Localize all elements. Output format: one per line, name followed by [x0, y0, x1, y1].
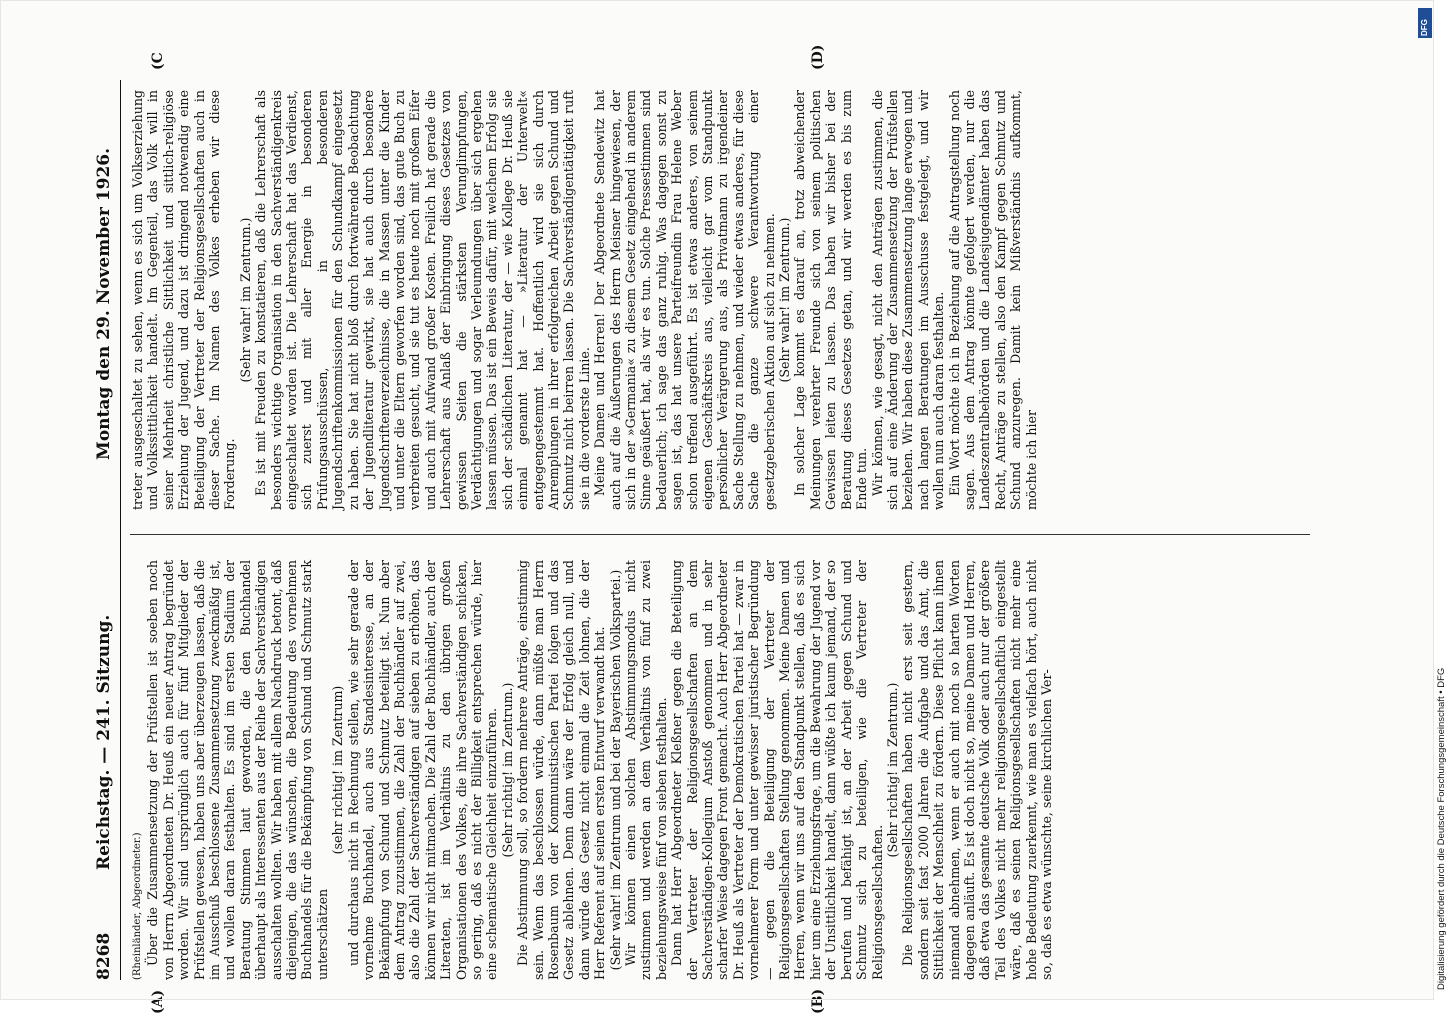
margin-marker-d: (D) — [810, 44, 826, 70]
paragraph: Über die Zusammensetzung der Prüfstellen ist soeben noch von Herrn Abgeordneten Dr. Heuß ein neuer Antrag begründet worden. Wir sind ursprünglich auch für fünf Mitglieder der Prüfstellen gewesen, haben uns aber überzeugen lassen, daß die im Ausschuß beschlossene Zusammensetzung zweckmäßig ist, und wollen daran festhalten. Es sind im ersten Stadium der Beratung Stimmen laut geworden, die den Buchhandel überhaupt als Interessenten aus der Reihe der Sachverständigen ausschalten wollten. Wir haben mit allem Nachdruck betont, daß diejenigen, die das wünschen, die Bedeutung des vornehmen Buchhandels für die Bekämpfung von Schund und Schmutz stark unterschätzen — [145, 560, 330, 980]
paragraph: Wir können, wie gesagt, nicht den Anträgen zustimmen, die sich auf eine Änderung der Zusammensetzung der Prüfstellen beziehen. Wir haben diese Zusammensetzung lange erwogen und nach langen Beratungen im Ausschusse festgelegt, und wir wollen nun auch daran festhalten. — [869, 90, 947, 510]
session-title: Reichstag. — 241. Sitzung. — [94, 614, 114, 870]
margin-marker-a: (A) — [150, 989, 166, 1014]
page-header — [90, 80, 120, 980]
paragraph: Dann hat Herr Abgeordneter Kleßner gegen die Beteiligung der Vertreter der Religionsgesellschaften an dem Sachverständigen-Kollegium Anstoß genommen und in sehr scharfer Weise dagegen Front gemacht. Auch Herr Abgeordneter Dr. Heuß als Vertreter der Demokratischen Partei hat — zwar in vornehmerer Form und unter gewisser juristischer Begründung — gegen die Beteiligung der Vertreter der Religionsgesellschaften Stellung genommen. Meine Damen und Herren, wenn wir uns auf den Standpunkt stellen, daß es sich hier um eine Erziehungsfrage, um die Bewahrung der Jugend vor der Unsittlichkeit handelt, dann wüßte ich kaum jemand, der so berufen und befähigt ist, an der Arbeit gegen Schund und Schmutz sich zu beteiligen, wie die Vertreter der Religionsgesellschaften. — [669, 560, 885, 980]
interjection: (sehr richtig! im Zentrum) — [330, 685, 346, 855]
interjection: (Sehr richtig! im Zentrum.) — [499, 682, 515, 858]
column-left — [130, 560, 1054, 980]
page-number: 8268 — [94, 932, 114, 980]
paragraph: Meine Damen und Herren! Der Abgeordnete Sendewitz hat auch auf die Äußerungen des Herrn Meisner hingewiesen, der sich in der »Germania« zu diesem Gesetz eingehend in anderem Sinne geäußert hat, als wir es tun. Solche Pressestimmen sind bedauerlich; ich sage das ganz ruhig. Was dagegen sonst zu sagen ist, das hat unsere Parteifreundin Frau Helene Weber schon treffend ausgeführt. Es ist etwas anderes, von seinem eigenen Geschäftskreis aus, vielleicht gar vom Standpunkt persönlicher Verärgerung aus, als Privatmann zu irgendeiner Sache Stellung zu nehmen, und wieder etwas anderes, für diese Sache die ganze schwere Verantwortung einer gesetzgeberischen Aktion auf sich zu nehmen. — [592, 90, 777, 510]
speaker-label: (Rheinländer, Abgeordneter.) — [132, 832, 143, 980]
margin-marker-b: (B) — [810, 988, 826, 1014]
paragraph: Es ist mit Freuden zu konstatieren, daß die Lehrerschaft als besonders wichtige Organisation in den Sachverständigenkreis eingeschaltet worden ist. Die Lehrerschaft hat das Verdienst, sich zuerst und mit aller Energie in besonderen Prüfungsausschüssen, in besonderen Jugendschriftenkommissionen für den Schundkampf eingesetzt zu haben. Sie hat nicht bloß durch fortwährende Beobachtung der Jugendliteratur gewirkt, sie hat auch durch besondere Jugendschriftenverzeichnisse, die in Massen unter die Kinder und unter die Eltern geworfen worden sind, das gute Buch zu verbreiten gesucht, und sie tut es heute noch mit großem Eifer und auch mit Aufwand großer Kosten. Freilich hat gerade die Lehrerschaft aus Anlaß der Einbringung dieses Gesetzes von gewissen Seiten die stärksten Verunglimpfungen, Verdächtigungen und sogar Verleumdungen über sich ergehen lassen müssen. Das ist ein Beweis dafür, mit welchem Erfolg sie sich der schädlichen Literatur, der — wie Kollege Dr. Heuß sie einmal genannt hat — »Literatur der Unterwelt« entgegengestemmt hat. Hoffentlich wird sie sich durch Anremplungen in ihrer erfolgreichen Arbeit gegen Schund und Schmutz nicht beirren lassen. Die Sachverständigentätigkeit ruft sie in die vorderste Linie. — [253, 90, 592, 510]
header-rule — [120, 80, 121, 980]
interjection: (Sehr wahr! im Zentrum.) — [237, 217, 253, 383]
interjection: (Sehr wahr! im Zentrum.) — [777, 217, 793, 383]
dfg-logo: DFG — [1418, 8, 1432, 38]
session-date: Montag den 29. November 1926. — [94, 147, 114, 460]
interjection: (Sehr wahr! im Zentrum und bei der Bayerischen Volkspartei.) — [607, 569, 623, 971]
paragraph: Wir können einen solchen Abstimmungsmodus nicht zustimmen und werden an dem Verhältnis von fünf zu zwei beziehungsweise fünf von sieben festhalten. — [623, 560, 669, 980]
interjection: (Sehr richtig! im Zentrum.) — [884, 682, 900, 858]
paragraph: und durchaus nicht in Rechnung stellen, wie sehr gerade der vornehme Buchhandel, auch aus Standesinteresse, an der Bekämpfung von Schund und Schmutz beteiligt ist. Nun aber dem Antrag zuzustimmen, die Zahl der Buchhändler auf zwei, also die Zahl der Sachverständigen auf sieben zu erhöhen, das können wir nicht mitmachen. Die Zahl der Buchhändler, auch der Literaten, ist im Verhältnis zu den übrigen großen Organisationen des Volkes, die ihre Sachverständigen schicken, so gering, daß es nicht der Billigkeit entsprechen würde, hier eine schematische Gleichheit einzuführen. — [345, 560, 500, 980]
column-divider — [130, 534, 1310, 535]
rotated-page-content — [90, 44, 1320, 1014]
paragraph: treter ausgeschaltet zu sehen, wenn es sich um Volkserziehung und Volkssittlichkeit handelt. Im Gegenteil, das Volk will in seiner Mehrheit christliche Sittlichkeit und sittlich-religiöse Erziehung der Jugend, und dazu ist dringend notwendig eine Beteiligung der Vertreter der Religionsgesellschaften auch in dieser Sache. Im Namen des Volkes erheben wir diese Forderung. — [130, 90, 238, 510]
margin-marker-c: (C — [150, 52, 166, 70]
paragraph: Ein Wort möchte ich in Beziehung auf die Antragstellung noch sagen. Aus dem Antrag könnte gefolgert werden, nur die Landeszentralbehörden und die Landesjugendämter haben das Recht, Anträge zu stellen, also den Kampf gegen Schmutz und Schund anzuregen. Damit kein Mißverständnis aufkommt, möchte ich hier — [946, 90, 1039, 510]
paragraph: In solcher Lage kommt es darauf an, trotz abweichender Meinungen verehrter Freunde sich von seinem politischen Gewissen leiten zu lassen. Das haben wir bisher bei der Beratung dieses Gesetzes getan, und wir werden es bis zum Ende tun. — [792, 90, 870, 510]
digitization-credit: Digitalisierung gefördert durch die Deutsche Forschungsgemeinschaft • DFG — [1436, 667, 1447, 990]
paragraph: Die Religionsgesellschaften haben nicht erst seit gestern, sondern seit fast 2000 Jahren die Aufgabe und das Amt, die Sittlichkeit der Menschheit zu fördern. Diese Pflicht kann ihnen niemand abnehmen, wenn er auch mit noch so harten Worten dagegen anläuft. Es ist doch nicht so, meine Damen und Herren, daß etwa das gesamte deutsche Volk oder auch nur der größere Teil des Volkes nicht mehr religionsgesellschaftlich eingestellt wäre, daß es seinen Religionsgesellschaften nicht mehr eine hohe Bedeutung zuerkennt, wie man es vielfach hört, auch nicht so, daß es etwa wünschte, seine kirchlichen Ver- — [900, 560, 1054, 980]
column-right — [130, 90, 1039, 510]
paragraph: Die Abstimmung soll, so fordern mehrere Anträge, einstimmig sein. Wenn das beschlossen würde, dann müßte man Herrn Rosenbaum von der Kommunistischen Partei folgen und das Gesetz ablehnen. Denn dann wäre der Erfolg gleich null, und dann würde das Gesetz nicht einmal die Zeit lohnen, die der Herr Referent auf seinen ersten Entwurf verwandt hat. — [515, 560, 608, 980]
